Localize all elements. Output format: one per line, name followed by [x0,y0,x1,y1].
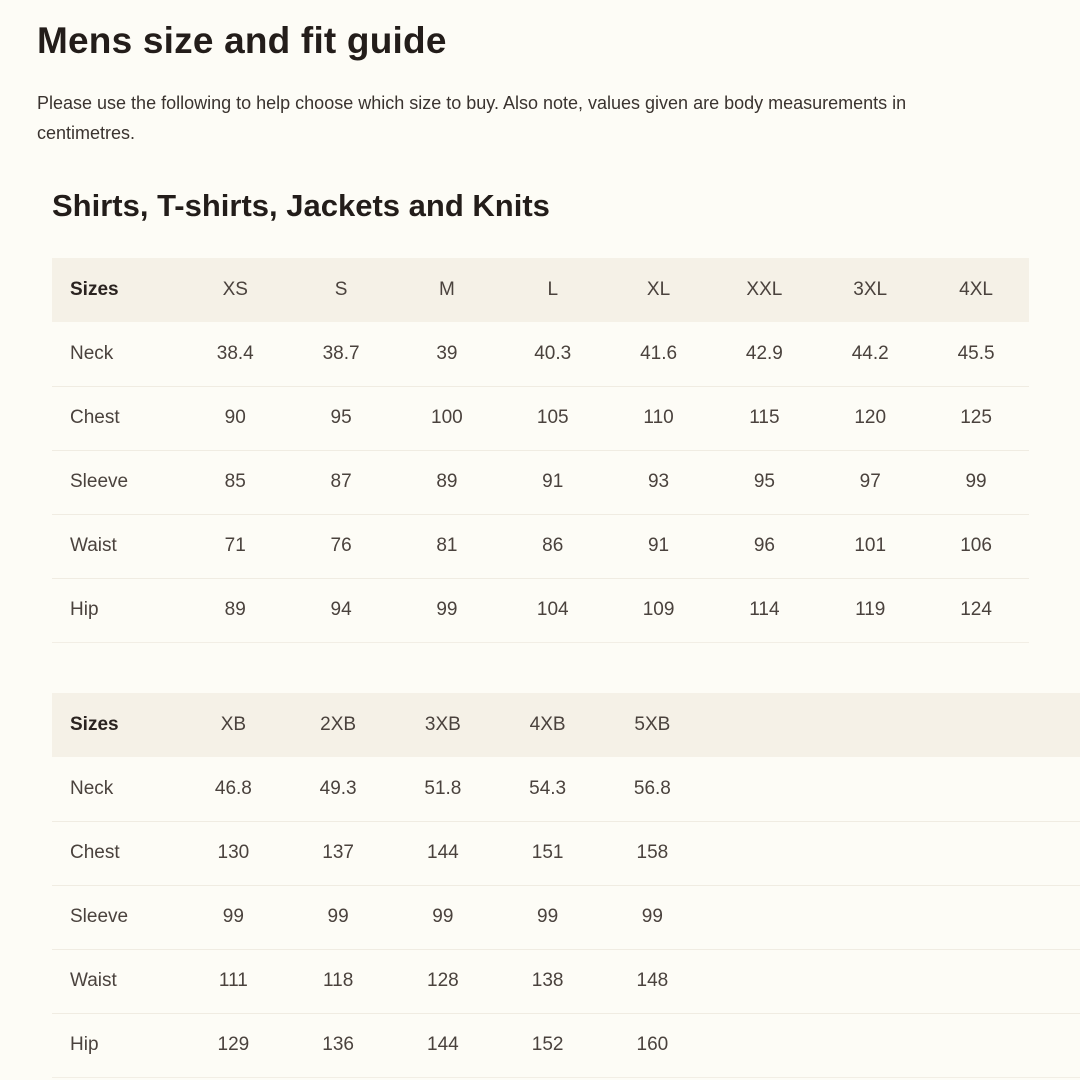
measurement-value: 87 [330,471,352,492]
measurement-label: Chest [70,842,120,863]
measurement-value: 56.8 [633,777,671,799]
measurement-value: 152 [531,1034,564,1055]
measurement-label: Sleeve [70,471,129,492]
measurement-value: 91 [647,535,670,556]
measurement-value: 99 [436,599,458,620]
measurement-value: 118 [322,970,354,991]
measurement-value: 91 [542,471,564,492]
measurement-value: 101 [854,535,887,556]
measurement-value: 138 [531,970,564,991]
measurement-value: 99 [432,906,454,927]
measurement-value: 144 [427,842,459,863]
measurement-value: 51.8 [424,777,462,799]
measurement-label: Neck [70,342,114,364]
measurement-value: 85 [224,471,246,492]
measurement-value: 120 [854,407,887,428]
header-spacer [705,693,1080,757]
size-header: M [438,279,455,300]
table-row [52,949,1080,1013]
measurement-value: 111 [218,970,248,991]
size-header: XXL [746,279,783,300]
table-row [52,514,1029,578]
row-spacer [705,949,1080,1013]
measurement-value: 95 [753,471,775,492]
table-row [52,821,1080,885]
measurement-label: Waist [70,970,117,991]
measurement-value: 39 [436,342,458,364]
table-row [52,885,1080,949]
measurement-value: 129 [217,1034,250,1055]
measurement-value: 40.3 [534,342,572,364]
measurement-label: Hip [70,1034,99,1055]
size-header: 2XB [320,714,357,735]
size-header: 4XL [959,279,993,300]
measurement-value: 106 [960,535,992,556]
size-header: XS [222,279,248,300]
measurement-value: 136 [322,1034,354,1055]
measurement-value: 54.3 [529,777,567,799]
measurement-label: Sleeve [70,906,129,927]
table-row [52,757,1080,821]
measurement-value: 81 [436,535,458,556]
measurement-value: 45.5 [957,342,995,364]
page-title: Mens size and fit guide [37,20,447,61]
measurement-value: 160 [636,1034,669,1055]
measurement-value: 148 [636,970,669,991]
table-row [52,450,1029,514]
measurement-value: 76 [330,535,352,556]
row-spacer [705,821,1080,885]
measurement-value: 130 [217,842,250,863]
measurement-value: 96 [753,535,775,556]
measurement-value: 137 [322,842,354,863]
size-header: 3XL [853,279,888,300]
size-header: 4XB [529,714,566,735]
size-header: 3XB [424,714,461,735]
measurement-value: 109 [642,599,675,620]
measurement-value: 86 [542,535,564,556]
size-header: L [547,279,559,300]
measurement-value: 125 [960,407,992,428]
row-spacer [705,885,1080,949]
size-header: XB [220,714,247,735]
measurement-value: 144 [427,1034,459,1055]
table-header-row [52,258,1029,322]
measurement-value: 110 [643,407,674,428]
measurement-value: 94 [330,599,352,620]
intro-text: Please use the following to help choose which size to buy. Also note, values given are body measurements in centimetres. [37,93,907,143]
measurement-value: 41.6 [640,342,678,364]
measurement-value: 38.7 [322,342,360,364]
measurement-value: 99 [641,906,663,927]
measurement-label: Chest [70,407,120,428]
measurement-value: 119 [855,599,886,620]
size-table-big [52,693,1080,1078]
measurement-value: 38.4 [216,342,254,364]
measurement-value: 46.8 [214,777,252,799]
measurement-value: 90 [224,407,246,428]
measurement-value: 99 [327,906,349,927]
table-row [52,322,1029,386]
measurement-value: 42.9 [745,342,783,364]
measurement-value: 89 [436,471,458,492]
table-row [52,1013,1080,1077]
measurement-value: 151 [531,842,564,863]
measurement-value: 104 [536,599,569,620]
table-header-row [52,693,1080,757]
measurement-value: 99 [537,906,559,927]
header-label: Sizes [70,279,119,300]
size-table-standard [52,258,1029,643]
measurement-value: 114 [749,599,780,620]
row-spacer [705,757,1080,821]
size-header: 5XB [634,714,671,735]
measurement-value: 105 [536,407,569,428]
table-row [52,386,1029,450]
measurement-value: 95 [330,407,352,428]
measurement-label: Waist [70,535,117,556]
measurement-value: 49.3 [319,777,357,799]
measurement-value: 44.2 [851,342,889,364]
measurement-value: 124 [960,599,992,620]
measurement-value: 97 [859,471,881,492]
measurement-value: 99 [222,906,244,927]
table-row [52,578,1029,642]
measurement-value: 99 [965,471,987,492]
header-label: Sizes [70,714,119,735]
measurement-value: 158 [636,842,669,863]
section-title: Shirts, T-shirts, Jackets and Knits [52,188,550,223]
measurement-value: 115 [749,407,780,428]
measurement-value: 71 [224,535,246,556]
row-spacer [705,1013,1080,1077]
measurement-value: 100 [431,407,463,428]
size-header: XL [646,279,671,300]
measurement-value: 93 [647,471,670,492]
measurement-label: Neck [70,777,114,799]
measurement-value: 128 [427,970,459,991]
measurement-value: 89 [224,599,246,620]
size-header: S [334,279,348,300]
measurement-label: Hip [70,599,99,620]
